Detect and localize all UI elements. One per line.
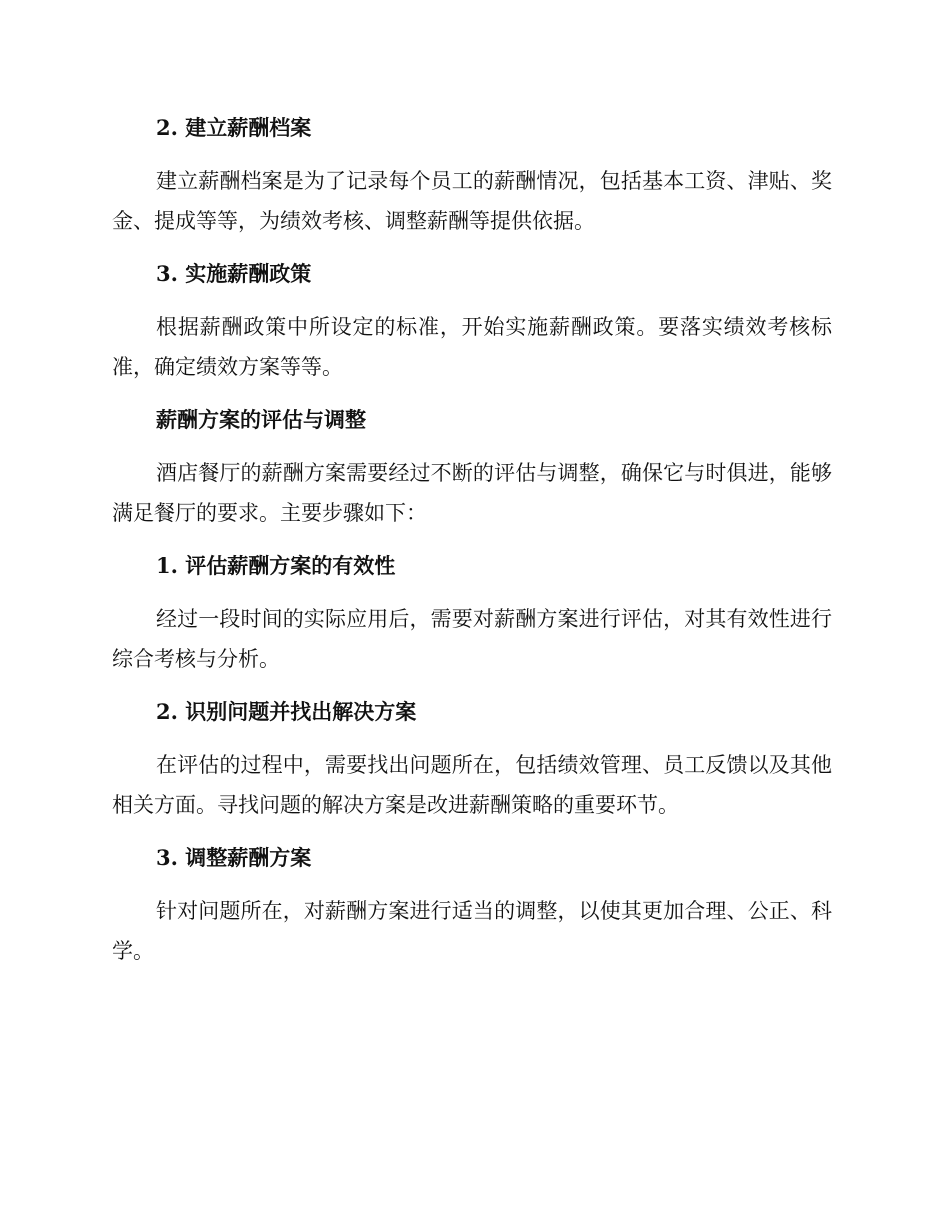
paragraph-implement-policy: 根据薪酬政策中所设定的标准，开始实施薪酬政策。要落实绩效考核标准，确定绩效方案等等。 [112, 315, 832, 379]
section-heading-identify-problems: 2. 识别问题并找出解决方案 [156, 699, 417, 724]
section-heading-evaluation-adjustment: 薪酬方案的评估与调整 [156, 407, 366, 432]
section-heading-implement-salary-policy: 3. 实施薪酬政策 [156, 261, 312, 286]
paragraph-evaluate-effectiveness: 经过一段时间的实际应用后，需要对薪酬方案进行评估，对其有效性进行综合考核与分析。 [112, 607, 832, 671]
section-heading-build-salary-archive: 2. 建立薪酬档案 [156, 115, 312, 140]
section-heading-evaluate-effectiveness: 1. 评估薪酬方案的有效性 [156, 553, 396, 578]
section-heading-adjust-salary-plan: 3. 调整薪酬方案 [156, 845, 312, 870]
document-body [112, 108, 832, 984]
paragraph-evaluation-intro: 酒店餐厅的薪酬方案需要经过不断的评估与调整，确保它与时俱进，能够满足餐厅的要求。主要步骤如下： [112, 461, 832, 525]
paragraph-salary-archive: 建立薪酬档案是为了记录每个员工的薪酬情况，包括基本工资、津贴、奖金、提成等等，为绩效考核、调整薪酬等提供依据。 [112, 169, 832, 233]
paragraph-adjust-salary-plan: 针对问题所在，对薪酬方案进行适当的调整，以使其更加合理、公正、科学。 [112, 899, 832, 963]
paragraph-identify-problems: 在评估的过程中，需要找出问题所在，包括绩效管理、员工反馈以及其他相关方面。寻找问题的解决方案是改进薪酬策略的重要环节。 [112, 753, 832, 817]
